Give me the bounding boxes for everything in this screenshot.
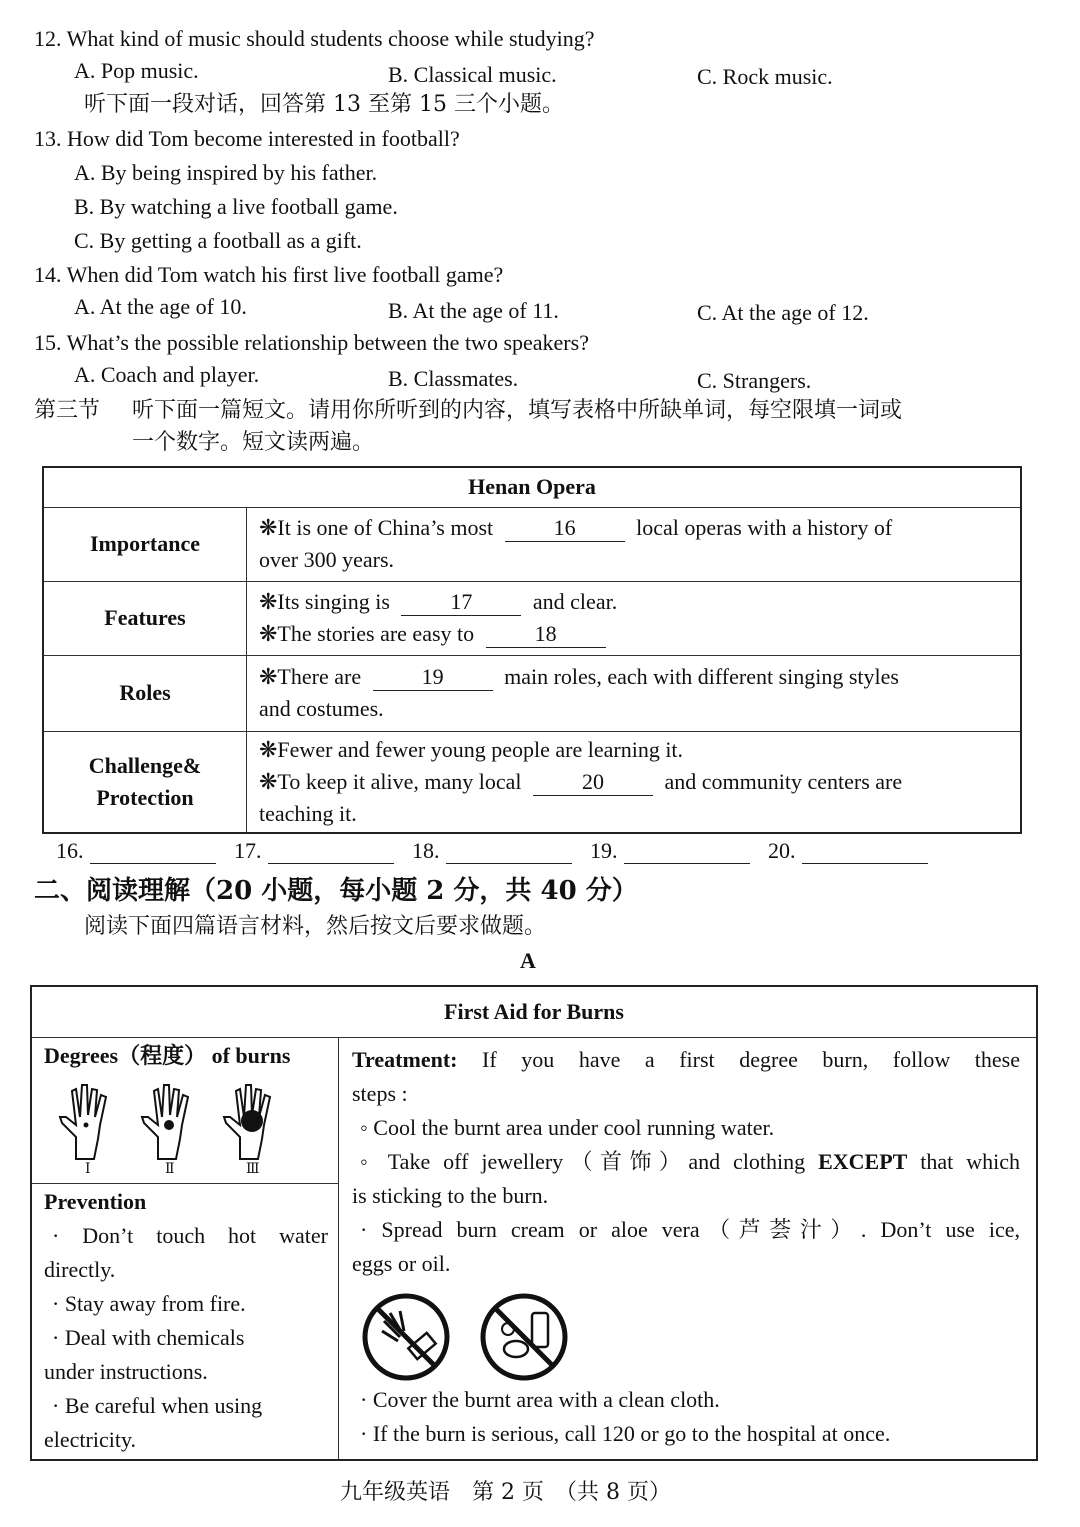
challenge-label-line2: Protection [96,784,194,810]
prevention-list [44,1219,328,1457]
challenge-line3: teaching it. [259,800,357,826]
instruction-13-15: 听下面一段对话，回答第 13 至第 15 三个小题。 [84,92,564,117]
answer-19-blank[interactable] [624,841,750,864]
blank-16: 16 [505,515,625,542]
treatment-intro: If you have a first degree burn, follow these [482,1047,1020,1072]
first-aid-title: First Aid for Burns [32,987,1036,1038]
roles-content [247,655,1022,731]
treatment-step-5: · If the burn is serious, call 120 or go to the hospital at once. [360,1421,891,1446]
treatment-step-2: ◦ Take off jewellery（首饰）and clothing [360,1149,806,1174]
blank-18: 18 [486,621,606,648]
q15-option-c: C. Strangers. [697,368,812,393]
degrees-heading: Degrees（程度） of burns [44,1043,291,1068]
answer-17 [234,838,394,864]
q15-option-b: B. Classmates. [388,366,519,391]
no-ice-prohibition-icon [360,1291,452,1383]
section3-label: 第三节 [34,398,101,423]
importance-content [247,507,1022,581]
q12-option-b: B. Classical music. [388,62,557,87]
q14-question: 14. When did Tom watch his first live football game? [34,262,504,287]
treatment-intro-cont: steps : [352,1081,408,1106]
treatment-step-4: · Cover the burnt area with a clean cloth. [360,1387,720,1412]
prevention-item-3: · Deal with chemicals [52,1325,245,1350]
q14-option-c: C. At the age of 12. [697,300,869,325]
page-footer: 九年级英语 第 2 页 （共 8 页） [340,1480,671,1505]
treatment-step-3: · Spread burn cream or aloe vera（芦荟汁）. Don’t use ice, [360,1217,1020,1242]
q12-option-c: C. Rock music. [697,64,833,89]
degree-label-2: Ⅱ [165,1162,175,1177]
degree-label-1: Ⅰ [85,1162,91,1177]
importance-text-line2: over 300 years. [259,547,395,572]
features-line2-pre: ❋The stories are easy to [259,621,475,646]
treatment-final-steps [352,1383,1022,1451]
section3-instruction-line1: 听下面一篇短文。请用你所听到的内容，填写表格中所缺单词，每空限填一词或 [132,398,903,423]
blank-17: 17 [401,589,521,616]
importance-text-post: local operas with a history of [636,515,893,540]
q12-option-a: A. Pop music. [74,58,199,83]
treatment-section [352,1043,1020,1281]
prevention-heading: Prevention [44,1189,147,1214]
answer-18-label: 18. [412,838,440,863]
challenge-line2-pre: ❋To keep it alive, many local [259,768,522,794]
answer-18 [412,838,572,864]
q14-option-b: B. At the age of 11. [388,298,559,323]
prevention-item-4-cont: electricity. [44,1427,137,1452]
prevention-item-2: · Stay away from fire. [52,1291,246,1316]
prevention-item-4: · Be careful when using [52,1393,263,1418]
answer-17-blank[interactable] [268,841,394,864]
answer-16-label: 16. [56,838,84,863]
q15-option-a: A. Coach and player. [74,362,260,387]
answer-20-label: 20. [768,838,796,863]
answer-20-blank[interactable] [802,841,928,864]
treatment-step-1: ◦ Cool the burnt area under cool running water. [360,1115,775,1140]
answer-19 [590,838,750,864]
treatment-step-2-post: that which [920,1149,1020,1174]
features-line1-pre: ❋Its singing is [259,589,390,614]
hand-burn-degree-2-icon [136,1081,200,1161]
prevention-item-3-cont: under instructions. [44,1359,208,1384]
importance-text-pre: ❋It is one of China’s most [259,515,494,540]
q13-option-c: C. By getting a football as a gift. [74,228,362,253]
hand-burn-degree-3-icon [218,1081,282,1161]
first-aid-table [30,985,1038,1461]
q13-option-b: B. By watching a live football game. [74,194,398,219]
part2-heading: 二、阅读理解（20 小题，每小题 2 分，共 40 分） [34,876,638,906]
treatment-step-2-except: EXCEPT [818,1149,908,1174]
features-content [247,581,1022,655]
table-title: Henan Opera [43,467,1021,507]
section3-instruction-line2: 一个数字。短文读两遍。 [132,430,375,455]
hand-burn-degree-1-icon [54,1081,118,1161]
q14-option-a: A. At the age of 10. [74,294,247,319]
part2-instruction: 阅读下面四篇语言材料，然后按文后要求做题。 [84,914,547,939]
features-line1-post: and clear. [532,589,618,614]
answer-16-blank[interactable] [90,841,216,864]
row-label-challenge [43,731,247,833]
henan-opera-table [42,466,1022,834]
challenge-content [247,731,1022,833]
q12-question: 12. What kind of music should students choose while studying? [34,26,595,51]
answer-20 [768,838,928,864]
answer-18-blank[interactable] [446,841,572,864]
q13-option-a: A. By being inspired by his father. [74,160,378,185]
blank-19: 19 [373,664,493,691]
row-label-features: Features [43,581,247,655]
degree-label-3: Ⅲ [246,1162,260,1177]
prevention-item-1-cont: directly. [44,1257,116,1282]
no-oil-eggs-prohibition-icon [478,1291,570,1383]
answer-17-label: 17. [234,838,262,863]
row-label-roles: Roles [43,655,247,731]
answer-19-label: 19. [590,838,618,863]
blank-20: 20 [533,769,653,796]
answer-16 [56,838,216,864]
treatment-step-3-cont: eggs or oil. [352,1251,451,1276]
q15-question: 15. What’s the possible relationship between the two speakers? [34,330,589,355]
row-label-importance: Importance [43,507,247,581]
roles-text-pre: ❋There are [259,664,362,689]
treatment-heading: Treatment: [352,1047,458,1072]
q13-question: 13. How did Tom become interested in football? [34,126,460,151]
challenge-line1: ❋Fewer and fewer young people are learning it. [259,736,684,762]
roles-text-line2: and costumes. [259,696,384,721]
passage-label: A [520,948,536,973]
roles-text-post: main roles, each with different singing styles [504,664,899,689]
prevention-item-1: · Don’t touch hot water [52,1223,328,1248]
treatment-step-2-cont: is sticking to the burn. [352,1183,549,1208]
challenge-line2-post: and community centers are [664,768,903,794]
challenge-label-line1: Challenge& [88,752,202,778]
